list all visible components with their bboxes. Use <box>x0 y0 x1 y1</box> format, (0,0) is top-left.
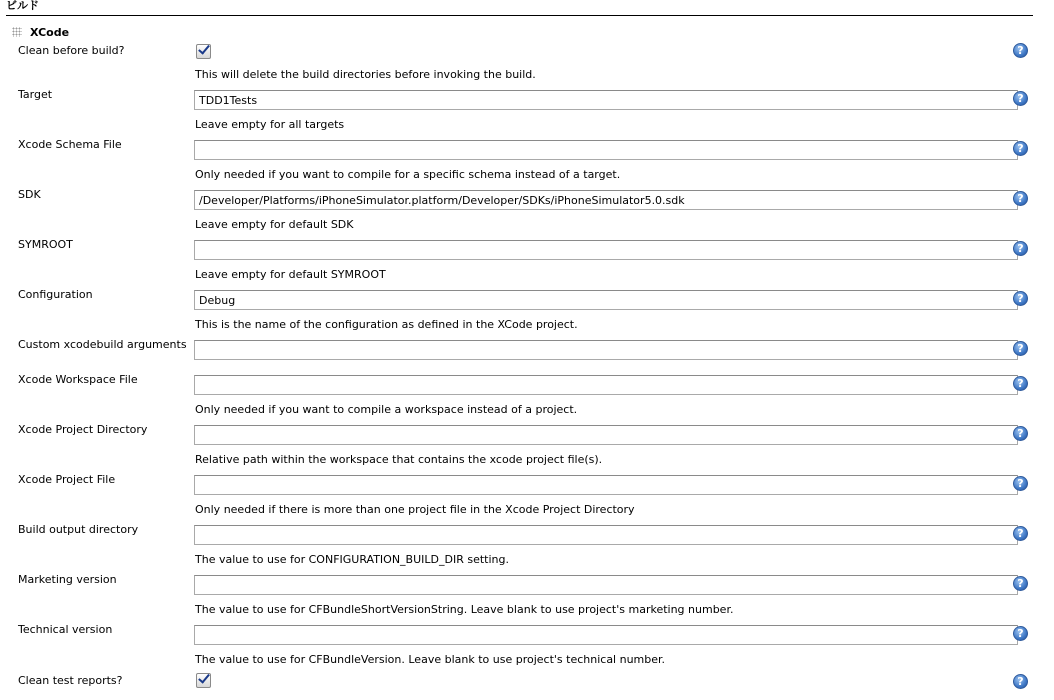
symroot-input[interactable] <box>194 240 1018 260</box>
schema-file-input[interactable] <box>194 140 1018 160</box>
row-schema-file <box>0 140 1054 166</box>
row-technical-version <box>0 625 1054 651</box>
row-target <box>0 90 1054 116</box>
sdk-input[interactable] <box>194 190 1018 210</box>
build-output-dir-label: Build output directory <box>18 523 139 536</box>
schema-file-label: Xcode Schema File <box>18 138 122 151</box>
marketing-version-description: The value to use for CFBundleShortVersionString. Leave blank to use project's marketing number. <box>195 603 734 616</box>
configuration-description: This is the name of the configuration as defined in the XCode project. <box>195 318 578 331</box>
configuration-input[interactable] <box>194 290 1018 310</box>
target-label: Target <box>18 88 53 101</box>
row-project-file <box>0 475 1054 501</box>
row-project-directory <box>0 425 1054 451</box>
clean-test-reports-label: Clean test reports? <box>18 674 123 687</box>
help-icon[interactable]: ? <box>1013 91 1028 106</box>
clean-before-build-checkbox[interactable] <box>196 44 211 59</box>
custom-args-label: Custom xcodebuild arguments <box>18 338 187 351</box>
marketing-version-input[interactable] <box>194 575 1018 595</box>
help-icon[interactable]: ? <box>1013 576 1028 591</box>
help-icon[interactable]: ? <box>1013 43 1028 58</box>
section-title: ビルド <box>6 0 39 12</box>
row-symroot <box>0 240 1054 266</box>
build-output-dir-description: The value to use for CONFIGURATION_BUILD_DIR setting. <box>195 553 509 566</box>
help-icon[interactable]: ? <box>1013 341 1028 356</box>
help-icon[interactable]: ? <box>1013 626 1028 641</box>
help-icon[interactable]: ? <box>1013 141 1028 156</box>
technical-version-label: Technical version <box>18 623 113 636</box>
project-file-input[interactable] <box>194 475 1018 495</box>
marketing-version-label: Marketing version <box>18 573 117 586</box>
help-icon[interactable]: ? <box>1013 376 1028 391</box>
sdk-label: SDK <box>18 188 41 201</box>
technical-version-input[interactable] <box>194 625 1018 645</box>
workspace-file-label: Xcode Workspace File <box>18 373 138 386</box>
row-clean-before-build <box>0 41 1054 67</box>
help-icon[interactable]: ? <box>1013 191 1028 206</box>
clean-before-build-description: This will delete the build directories before invoking the build. <box>195 68 536 81</box>
technical-version-description: The value to use for CFBundleVersion. Leave blank to use project's technical number. <box>195 653 666 666</box>
target-input[interactable] <box>194 90 1018 110</box>
help-icon[interactable]: ? <box>1013 674 1028 689</box>
help-icon[interactable]: ? <box>1013 476 1028 491</box>
project-file-description: Only needed if there is more than one project file in the Xcode Project Directory <box>195 503 635 516</box>
workspace-file-input[interactable] <box>194 375 1018 395</box>
row-workspace-file <box>0 375 1054 401</box>
target-description: Leave empty for all targets <box>195 118 345 131</box>
row-build-output-dir <box>0 525 1054 551</box>
project-directory-label: Xcode Project Directory <box>18 423 148 436</box>
sdk-description: Leave empty for default SDK <box>195 218 354 231</box>
custom-args-input[interactable] <box>194 340 1018 360</box>
drag-handle-icon[interactable] <box>12 27 22 37</box>
project-file-label: Xcode Project File <box>18 473 116 486</box>
section-divider <box>6 15 1033 16</box>
row-clean-test-reports <box>0 672 1054 698</box>
help-icon[interactable]: ? <box>1013 426 1028 441</box>
row-sdk <box>0 190 1054 216</box>
symroot-description: Leave empty for default SYMROOT <box>195 268 386 281</box>
build-output-dir-input[interactable] <box>194 525 1018 545</box>
row-configuration <box>0 290 1054 316</box>
workspace-file-description: Only needed if you want to compile a workspace instead of a project. <box>195 403 578 416</box>
project-directory-input[interactable] <box>194 425 1018 445</box>
configuration-label: Configuration <box>18 288 93 301</box>
builder-name: XCode <box>30 26 70 39</box>
help-icon[interactable]: ? <box>1013 291 1028 306</box>
row-custom-args <box>0 340 1054 366</box>
help-icon[interactable]: ? <box>1013 241 1028 256</box>
project-directory-description: Relative path within the workspace that contains the xcode project file(s). <box>195 453 603 466</box>
symroot-label: SYMROOT <box>18 238 73 251</box>
help-icon[interactable]: ? <box>1013 526 1028 541</box>
clean-before-build-label: Clean before build? <box>18 44 125 57</box>
row-marketing-version <box>0 575 1054 601</box>
schema-file-description: Only needed if you want to compile for a specific schema instead of a target. <box>195 168 621 181</box>
clean-test-reports-checkbox[interactable] <box>196 673 211 688</box>
